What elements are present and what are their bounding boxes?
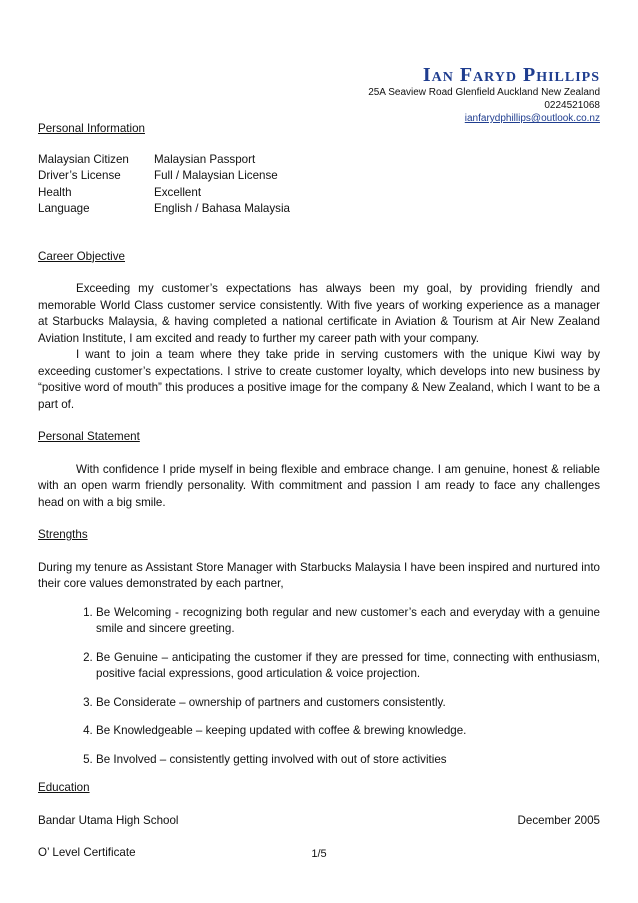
education-row: [38, 813, 600, 830]
school-name: Bandar Utama High School: [38, 813, 179, 827]
section-heading-career: Career Objective: [38, 249, 125, 263]
contact-header: [368, 64, 600, 125]
address: 25A Seaview Road Glenfield Auckland New Zealand: [368, 87, 600, 98]
phone-number: 0224521068: [544, 100, 600, 111]
info-row: [38, 185, 600, 202]
info-value: English / Bahasa Malaysia: [154, 202, 290, 215]
list-item: 5. Be Involved – consistently getting involved with out of store activities: [96, 752, 600, 769]
section-heading-statement: Personal Statement: [38, 430, 140, 443]
info-key: Driver’s License: [38, 169, 121, 182]
section-heading-personal-info: Personal Information: [38, 122, 145, 135]
graduation-date: December 2005: [517, 813, 600, 827]
applicant-name: Ian Faryd Phillips: [422, 64, 600, 86]
info-value: Full / Malaysian License: [154, 169, 278, 182]
resume-body: [38, 121, 600, 862]
info-row: [38, 152, 600, 169]
career-paragraph: Exceeding my customer’s expectations has always been my goal, by providing friendly and memorable World Class customer service consistently. With five years of working experience as a manager at Starbucks Malaysia, & having completed a national certificate in Aviation & Tourism at Air New Zealand Aviation Institute, I am excited and ready to further my career path with your company.: [38, 282, 600, 345]
email-link[interactable]: ianfarydphillips@outlook.co.nz: [464, 113, 600, 124]
strengths-intro: During my tenure as Assistant Store Manager with Starbucks Malaysia I have been inspired and nurtured into their core values demonstrated by each partner,: [38, 560, 600, 590]
strengths-list: [38, 605, 600, 769]
info-row: [38, 201, 600, 218]
list-item: 2. Be Genuine – anticipating the customer if they are pressed for time, connecting with enthusiasm, positive facial expressions, good articulation & voice projection.: [96, 650, 600, 683]
info-key: Health: [38, 185, 72, 199]
info-value: Excellent: [154, 185, 202, 199]
info-key: Language: [38, 202, 90, 215]
info-row: [38, 168, 600, 185]
certificate: O’ Level Certificate: [38, 846, 136, 859]
section-heading-strengths: Strengths: [38, 528, 88, 541]
section-heading-education: Education: [38, 781, 90, 794]
personal-info-table: [38, 152, 600, 218]
page-number: 1/5: [311, 848, 327, 860]
career-paragraph: I want to join a team where they take pride in serving customers with the unique Kiwi way by exceeding customer’s expectations. I strive to create customer loyalty, which develops into new business by “positive word of mouth” this produces a positive image for the company & New Zealand, which I want to be a part of.: [38, 348, 600, 411]
info-value: Malaysian Passport: [154, 152, 256, 166]
info-key: Malaysian Citizen: [38, 152, 129, 166]
list-item: 3. Be Considerate – ownership of partners and customers consistently.: [96, 695, 600, 712]
list-item: 4. Be Knowledgeable – keeping updated with coffee & brewing knowledge.: [96, 723, 600, 740]
list-item: 1. Be Welcoming - recognizing both regular and new customer’s each and everyday with a genuine smile and sincere greeting.: [96, 605, 600, 638]
statement-paragraph: With confidence I pride myself in being flexible and embrace change. I am genuine, honest & reliable with an open warm friendly personality. With commitment and passion I am ready to face any challenges head on with a big smile.: [38, 462, 600, 509]
